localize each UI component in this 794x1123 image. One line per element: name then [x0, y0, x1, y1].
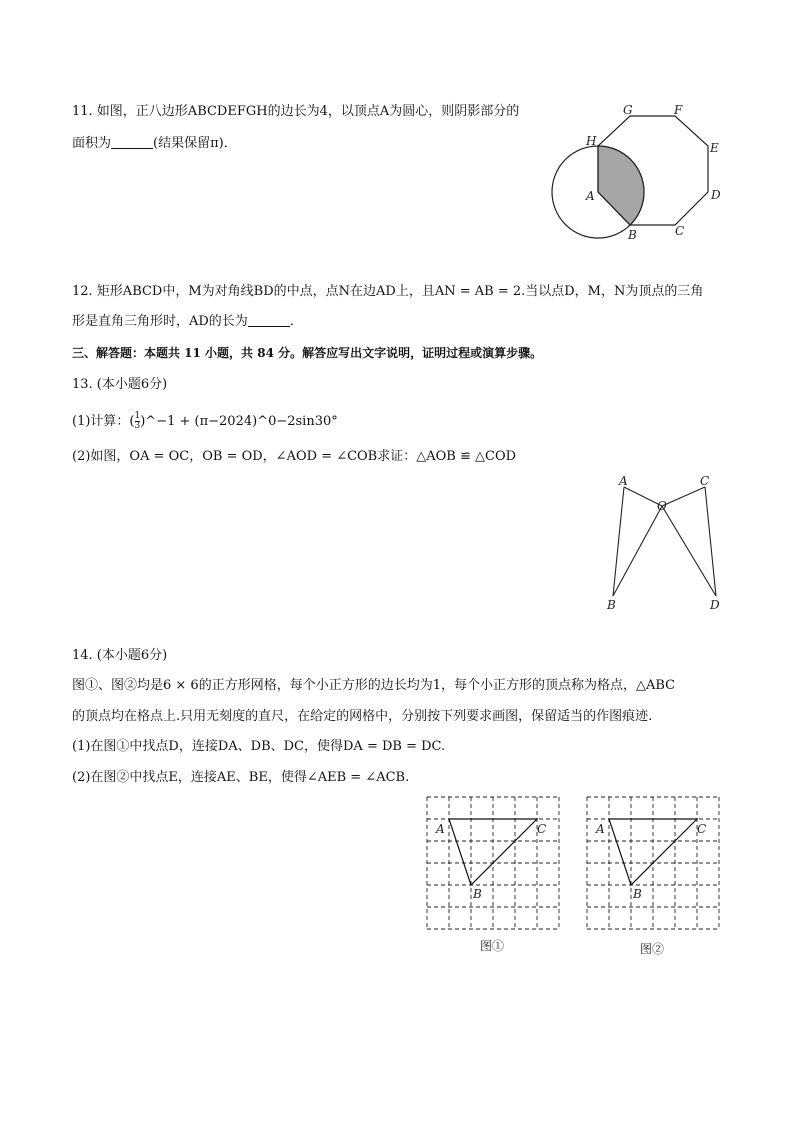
q14-line2: 的顶点均在格点上.只用无刻度的直尺，在给定的网格中，分别按下列要求画图，保留适当的作图痕迹. [72, 709, 653, 724]
q13-part1-post: )^−1 + (π−2024)^0−2sin30° [140, 414, 338, 429]
q14-header: 14. (本小题6分) [72, 648, 168, 663]
fraction-denominator: 3 [134, 421, 141, 431]
triangles-figure [600, 470, 730, 618]
caption-figure-1: 图① [480, 939, 505, 953]
q11-line2 [72, 135, 237, 153]
q13-part1-pre: (1)计算： [72, 414, 130, 429]
octagon-figure [548, 96, 728, 246]
label-a: A [619, 474, 628, 488]
label-c: C [537, 822, 547, 836]
q11-line1: 11. 如图，正八边形ABCDEFGH的边长为4，以顶点A为圆心，则阴影部分的 [72, 104, 520, 119]
label-c: C [675, 224, 685, 238]
label-d: D [711, 188, 721, 202]
label-a: A [436, 822, 445, 836]
shaded-sector [598, 146, 644, 225]
q12-line2-pre: 形是直角三角形时，AD的长为 [72, 314, 248, 329]
q12-line2 [72, 313, 303, 331]
q14-line1: 图①、图②均是6 × 6的正方形网格，每个小正方形的边长均为1，每个小正方形的顶点称为格点，△ABC [72, 678, 676, 693]
section3-heading: 三、解答题：本题共 11 小题，共 84 分。解答应写出文字说明，证明过程或演算步骤。 [72, 346, 543, 360]
caption-figure-2: 图② [640, 942, 665, 956]
answer-blank [111, 136, 153, 149]
answer-blank [248, 314, 290, 327]
label-b: B [473, 887, 482, 901]
label-c: C [697, 822, 707, 836]
label-d: D [710, 598, 720, 612]
q13-part2: (2)如图，OA = OC，OB = OD，∠AOD = ∠COB求证：△AOB ≌ △COD [72, 449, 517, 464]
label-f: F [674, 103, 683, 117]
triangle-cod [662, 487, 716, 596]
label-b: B [633, 887, 642, 901]
q13-header: 13. (本小题6分) [72, 377, 168, 392]
q14-part1: (1)在图①中找点D，连接DA、DB、DC，使得DA = DB = DC. [72, 739, 446, 754]
q12-line1: 12. 矩形ABCD中，M为对角线BD的中点，点N在边AD上，且AN = AB = 2.当以点D，M，N为顶点的三角 [72, 284, 704, 299]
label-h: H [586, 134, 597, 148]
grid-figure-2 [580, 790, 730, 960]
fraction-numerator: 1 [134, 411, 141, 421]
q11-line2-pre: 面积为 [72, 136, 112, 151]
label-b: B [628, 228, 637, 242]
label-o: O [657, 499, 667, 513]
q11-line2-post: (结果保留π)． [153, 136, 237, 151]
label-e: E [710, 141, 719, 155]
grid-figure-1 [420, 790, 570, 960]
label-a: A [586, 189, 595, 203]
q12-line2-post: ． [289, 314, 303, 329]
label-g: G [623, 103, 633, 117]
label-a: A [596, 822, 605, 836]
q13-part1: (1)计算：( $\frac{1}{3}$ )^−1 + (π−2024)^0−2sin30° [72, 411, 338, 431]
triangle-aob [613, 487, 662, 596]
q14-part2: (2)在图②中找点E，连接AE、BE，使得∠AEB = ∠ACB. [72, 770, 410, 785]
label-b: B [607, 598, 616, 612]
label-c: C [700, 474, 710, 488]
